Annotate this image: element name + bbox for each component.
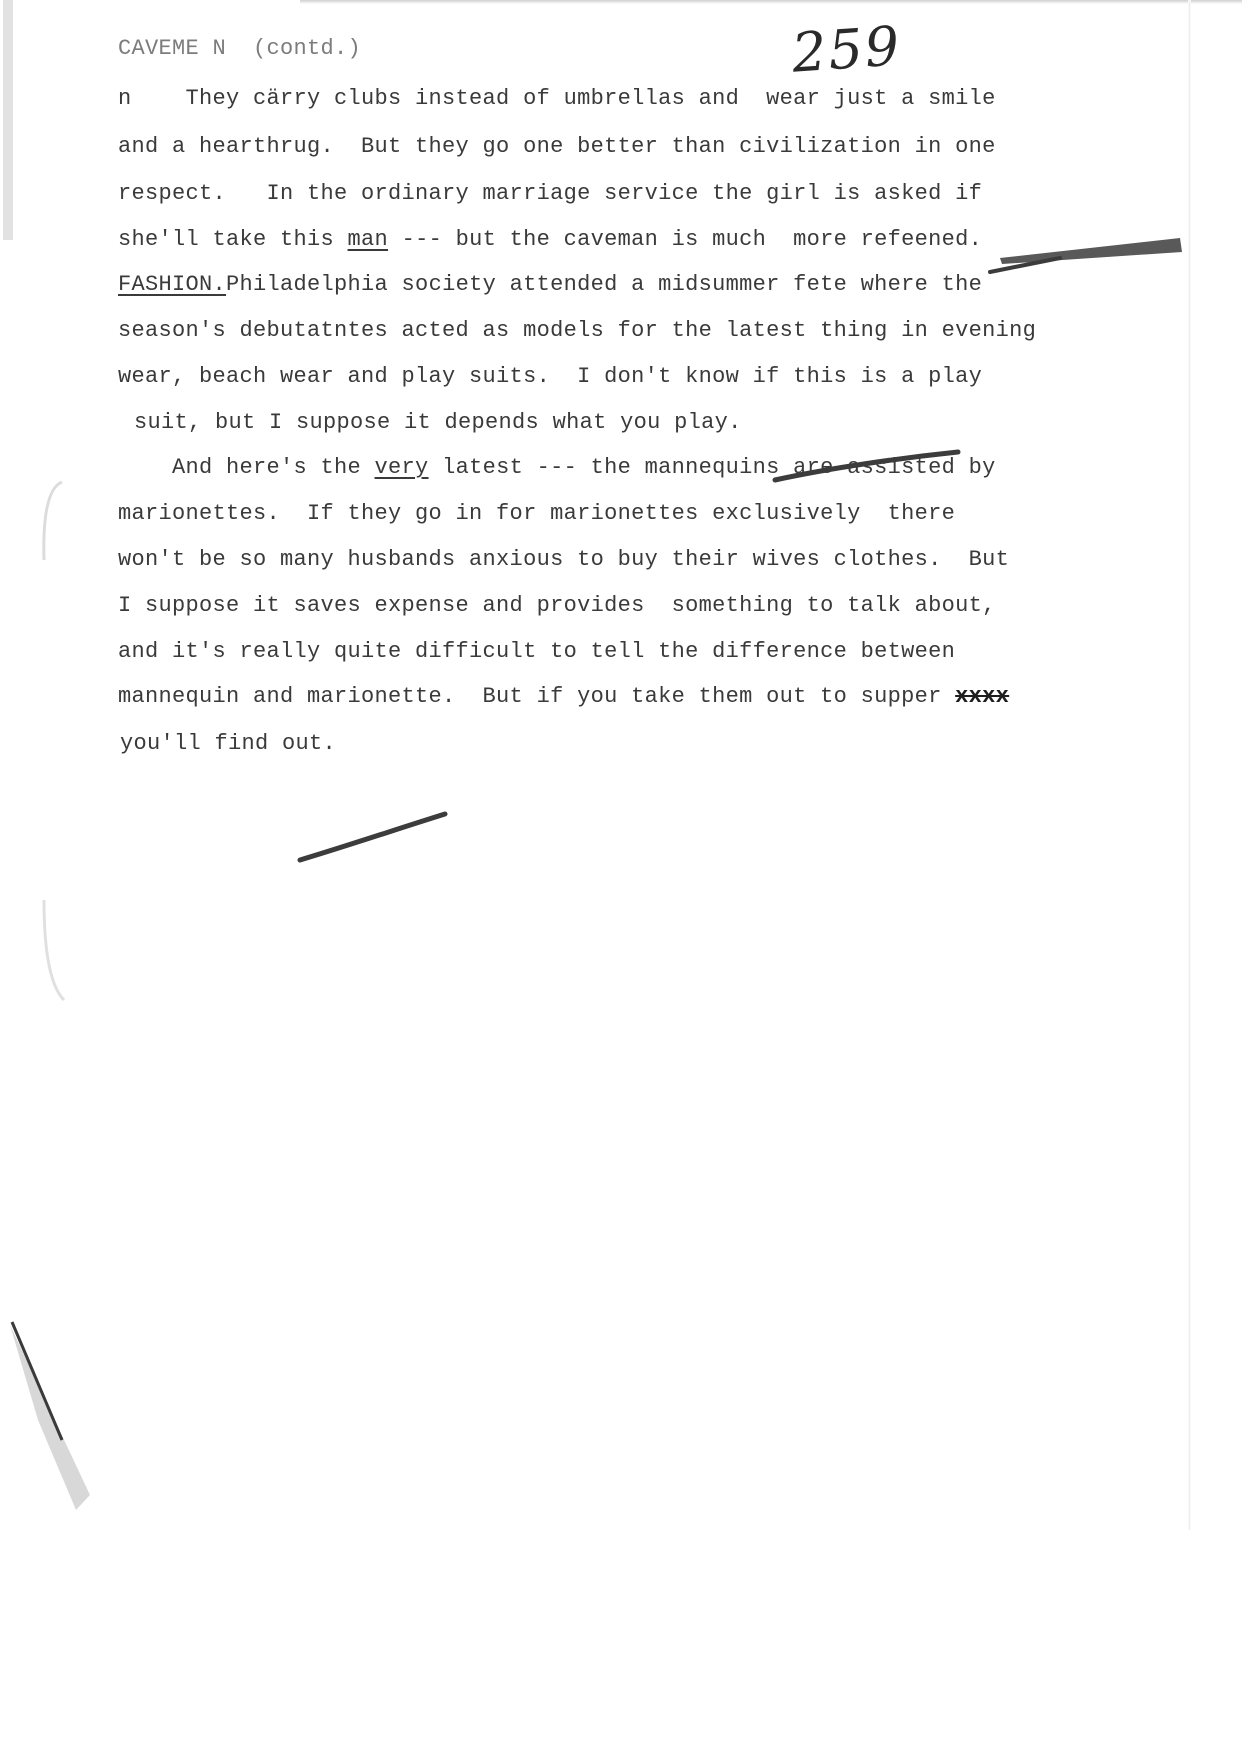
text-line: you'll find out.: [120, 731, 337, 756]
text-run: Philadelphia society attended a midsummer fete where the: [226, 272, 983, 297]
text-line: season's debutatntes acted as models for the latest thing in evening: [118, 318, 1037, 343]
paper-fold-line: [12, 1322, 62, 1440]
heading-title: CAVEME N: [118, 36, 227, 61]
pencil-stroke-1: [1000, 238, 1182, 264]
heading-contd: (contd.): [253, 36, 362, 61]
text-run: mannequin and marionette. But if you take them out to supper: [118, 684, 942, 709]
text-line: suit, but I suppose it depends what you play.: [134, 410, 742, 435]
text-line: wear, beach wear and play suits. I don't know if this is a play: [118, 364, 983, 389]
handwritten-page-number: 259: [789, 14, 904, 85]
text-line: respect. In the ordinary marriage service the girl is asked if: [118, 181, 983, 206]
punch-hole-shadow: [44, 482, 62, 560]
text-line: I suppose it saves expense and provides something to talk about,: [118, 593, 996, 618]
underlined-word: man: [347, 227, 389, 252]
text-run: --- but the caveman is much more refeened.: [388, 227, 983, 252]
text-line: and it's really quite difficult to tell the difference between: [118, 639, 956, 664]
pencil-stroke-3: [775, 452, 958, 480]
text-run: she'll take this: [118, 227, 348, 252]
section-label-fashion: FASHION.: [118, 272, 227, 297]
text-line: n They cärry clubs instead of umbrellas and wear just a smile: [118, 86, 996, 111]
struck-out-text: xxxx: [955, 684, 1010, 709]
underlined-word: very: [374, 455, 429, 480]
text-run: latest --- the mannequins are assisted by: [428, 455, 996, 480]
punch-hole-shadow: [44, 900, 64, 1000]
text-line: won't be so many husbands anxious to buy their wives clothes. But: [118, 547, 1010, 572]
text-line: marionettes. If they go in for marionettes exclusively there: [118, 501, 956, 526]
pencil-stroke-4: [300, 814, 445, 860]
text-line: and a hearthrug. But they go one better than civilization in one: [118, 134, 996, 159]
paper-fold-mark: [10, 1325, 90, 1510]
text-run: And here's the: [118, 455, 375, 480]
